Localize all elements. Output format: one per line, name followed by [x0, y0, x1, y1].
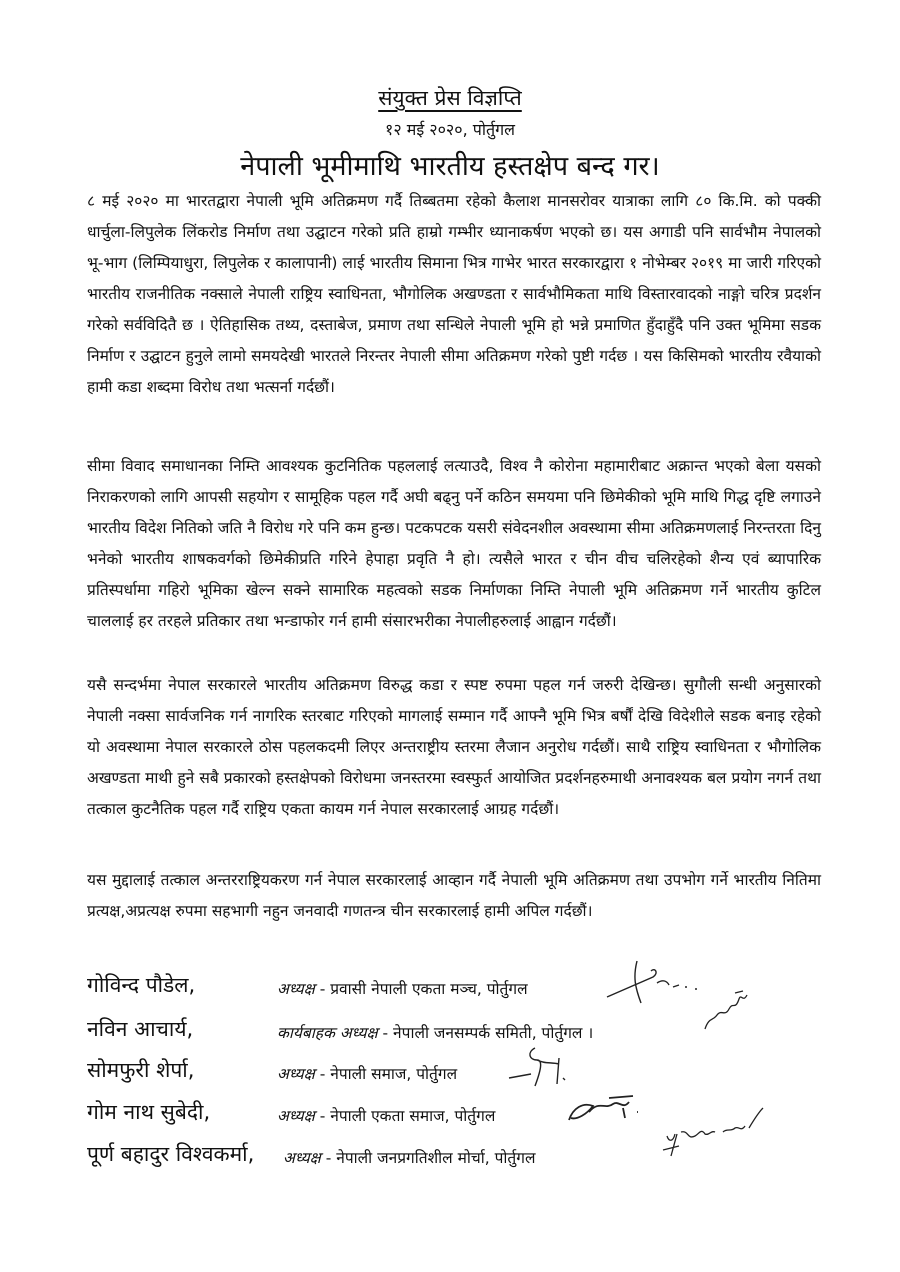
- signatory-row: [87, 1015, 867, 1055]
- headline: नेपाली भूमीमाथि भारतीय हस्तक्षेप बन्द गर।: [240, 151, 660, 182]
- paragraph-3: यसै सन्दर्भमा नेपाल सरकारले भारतीय अतिक्रमण विरुद्ध कडा र स्पष्ट रुपमा पहल गर्न जरुरी देखिन्छ। सुगौली सन्धी अनुसारको नेपाली नक्सा सार्वजनिक गर्न नागरिक स्तरबाट गरिएको मागलाई सम्मान गर्दै आफ्नै भूमि भित्र बर्षौं देखि विदेशीले सडक बनाइ रहेको यो अवस्थामा नेपाल सरकारले ठोस पहलकदमी लिएर अन्तराष्ट्रीय स्तरमा लैजान अनुरोध गर्दछौं। साथै राष्ट्रिय स्वाधिनता र भौगोलिक अखण्डता माथी हुने सबै प्रकारको हस्तक्षेपको विरोधमा जनस्तरमा स्वस्फुर्त आयोजित प्रदर्शनहरुमाथी अनावश्यक बल प्रयोग नगर्न तथा तत्काल कुटनैतिक पहल गर्दै राष्ट्रिय एकता कायम गर्न नेपाल सरकारलाई आग्रह गर्दछौं।: [87, 676, 821, 818]
- signatory-post: अध्यक्ष: [277, 980, 315, 998]
- handwritten-signature-icon: [659, 1106, 769, 1170]
- signatory-role: [277, 1104, 495, 1126]
- handwritten-signature-icon: [597, 957, 707, 1007]
- signatory-org: - प्रवासी नेपाली एकता मञ्च, पोर्तुगल: [314, 980, 528, 998]
- handwritten-signature-icon: [505, 1044, 575, 1094]
- signatory-org: - नेपाली जनसम्पर्क समिती, पोर्तुगल ।: [377, 1024, 594, 1042]
- signatory-org: - नेपाली समाज, पोर्तुगल: [314, 1065, 458, 1083]
- signatory-org: - नेपाली जनप्रगतिशील मोर्चा, पोर्तुगल: [320, 1149, 536, 1167]
- signatory-post: अध्यक्ष: [283, 1149, 321, 1167]
- signatory-name: नविन आचार्य,: [87, 1017, 194, 1041]
- paragraph-1: ८ मई २०२० मा भारतद्वारा नेपाली भूमि अतिक्रमण गर्दै तिब्बतमा रहेको कैलाश मानसरोवर यात्राका लागि ८० कि.मि. को पक्की धार्चुला-लिपुलेक लिंकरोड निर्माण तथा उद्घाटन गरेको प्रति हाम्रो गम्भीर ध्यानाकर्षण भएको छ। यस अगाडी पनि सार्वभौम नेपालको भू-भाग (लिम्पियाधुरा, लिपुलेक र कालापानी) लाई भारतीय सिमाना भित्र गाभेर भारत सरकारद्वारा १ नोभेम्बर २०१९ मा जारी गरिएको भारतीय राजनीतिक नक्साले नेपाली राष्ट्रिय स्वाधिनता, भौगोलिक अखण्डता र सार्वभौमिकता माथि विस्तारवादको नाङ्गो चरित्र प्रदर्शन गरेको सर्वविदितै छ । ऐतिहासिक तथ्य, दस्ताबेज, प्रमाण तथा सन्धिले नेपाली भूमि हो भन्ने प्रमाणित हुँदाहुँदै पनि उक्त भूमिमा सडक निर्माण र उद्घाटन हुनुले लामो समयदेखी भारतले निरन्तर नेपाली सीमा अतिक्रमण गरेको पुष्टी गर्दछ । यस किसिमको भारतीय रवैयाको हामी कडा शब्दमा विरोध तथा भत्सर्ना गर्दछौं।: [87, 192, 821, 396]
- signatory-row: [87, 1056, 867, 1096]
- handwritten-signature-icon: [563, 1090, 643, 1130]
- signatory-name: सोमफुरी शेर्पा,: [87, 1058, 195, 1082]
- signatory-row: [87, 1140, 867, 1180]
- document-title: संयुक्त प्रेस विज्ञप्ति: [378, 86, 522, 110]
- signatory-name: पूर्ण बहादुर विश्वकर्मा,: [87, 1142, 255, 1166]
- date-place: १२ मई २०२०, पोर्तुगल: [385, 120, 515, 139]
- signatory-name: गोम नाथ सुबेदी,: [87, 1100, 211, 1124]
- signatory-post: अध्यक्ष: [277, 1107, 315, 1125]
- signatory-post: अध्यक्ष: [277, 1065, 315, 1083]
- handwritten-signature-icon: [699, 981, 759, 1041]
- signatory-post: कार्यबाहक अध्यक्ष: [277, 1024, 378, 1042]
- signatory-role: [277, 977, 528, 999]
- signatory-role: [277, 1021, 593, 1043]
- signatory-role: [283, 1146, 535, 1168]
- signatory-org: - नेपाली एकता समाज, पोर्तुगल: [314, 1107, 496, 1125]
- signatory-name: गोविन्द पौडेल,: [87, 973, 196, 997]
- paragraph-2: सीमा विवाद समाधानका निम्ति आवश्यक कुटनितिक पहललाई लत्याउदै, विश्व नै कोरोना महामारीबाट अक्रान्त भएको बेला यसको निराकरणको लागि आपसी सहयोग र सामूहिक पहल गर्दै अघी बढ्नु पर्ने कठिन समयमा पनि छिमेकीको भूमि माथि गिद्ध दृष्टि लगाउने भारतीय विदेश नितिको जति नै विरोध गरे पनि कम हुन्छ। पटकपटक यसरी संवेदनशील अवस्थामा सीमा अतिक्रमणलाई निरन्तरता दिनु भनेको भारतीय शाषकवर्गको छिमेकीप्रति गरिने हेपाहा प्रवृति नै हो। त्यसैले भारत र चीन वीच चलिरहेको शैन्य एवं ब्यापारिक प्रतिस्पर्धामा गहिरो भूमिका खेल्न सक्ने सामारिक महत्वको सडक निर्माणका निम्ति नेपाली भूमि अतिक्रमण गर्ने भारतीय कुटिल चाललाई हर तरहले प्रतिकार तथा भन्डाफोर गर्न हामी संसारभरीका नेपालीहरुलाई आह्वान गर्दछौं।: [87, 457, 821, 630]
- signatory-role: [277, 1062, 457, 1084]
- paragraph-4: यस मुद्दालाई तत्काल अन्तरराष्ट्रियकरण गर्न नेपाल सरकारलाई आव्हान गर्दै नेपाली भूमि अतिक्रमण तथा उपभोग गर्ने भारतीय नितिमा प्रत्यक्ष,अप्रत्यक्ष रुपमा सहभागी नहुन जनवादी गणतन्त्र चीन सरकारलाई हामी अपिल गर्दछौं।: [87, 871, 821, 920]
